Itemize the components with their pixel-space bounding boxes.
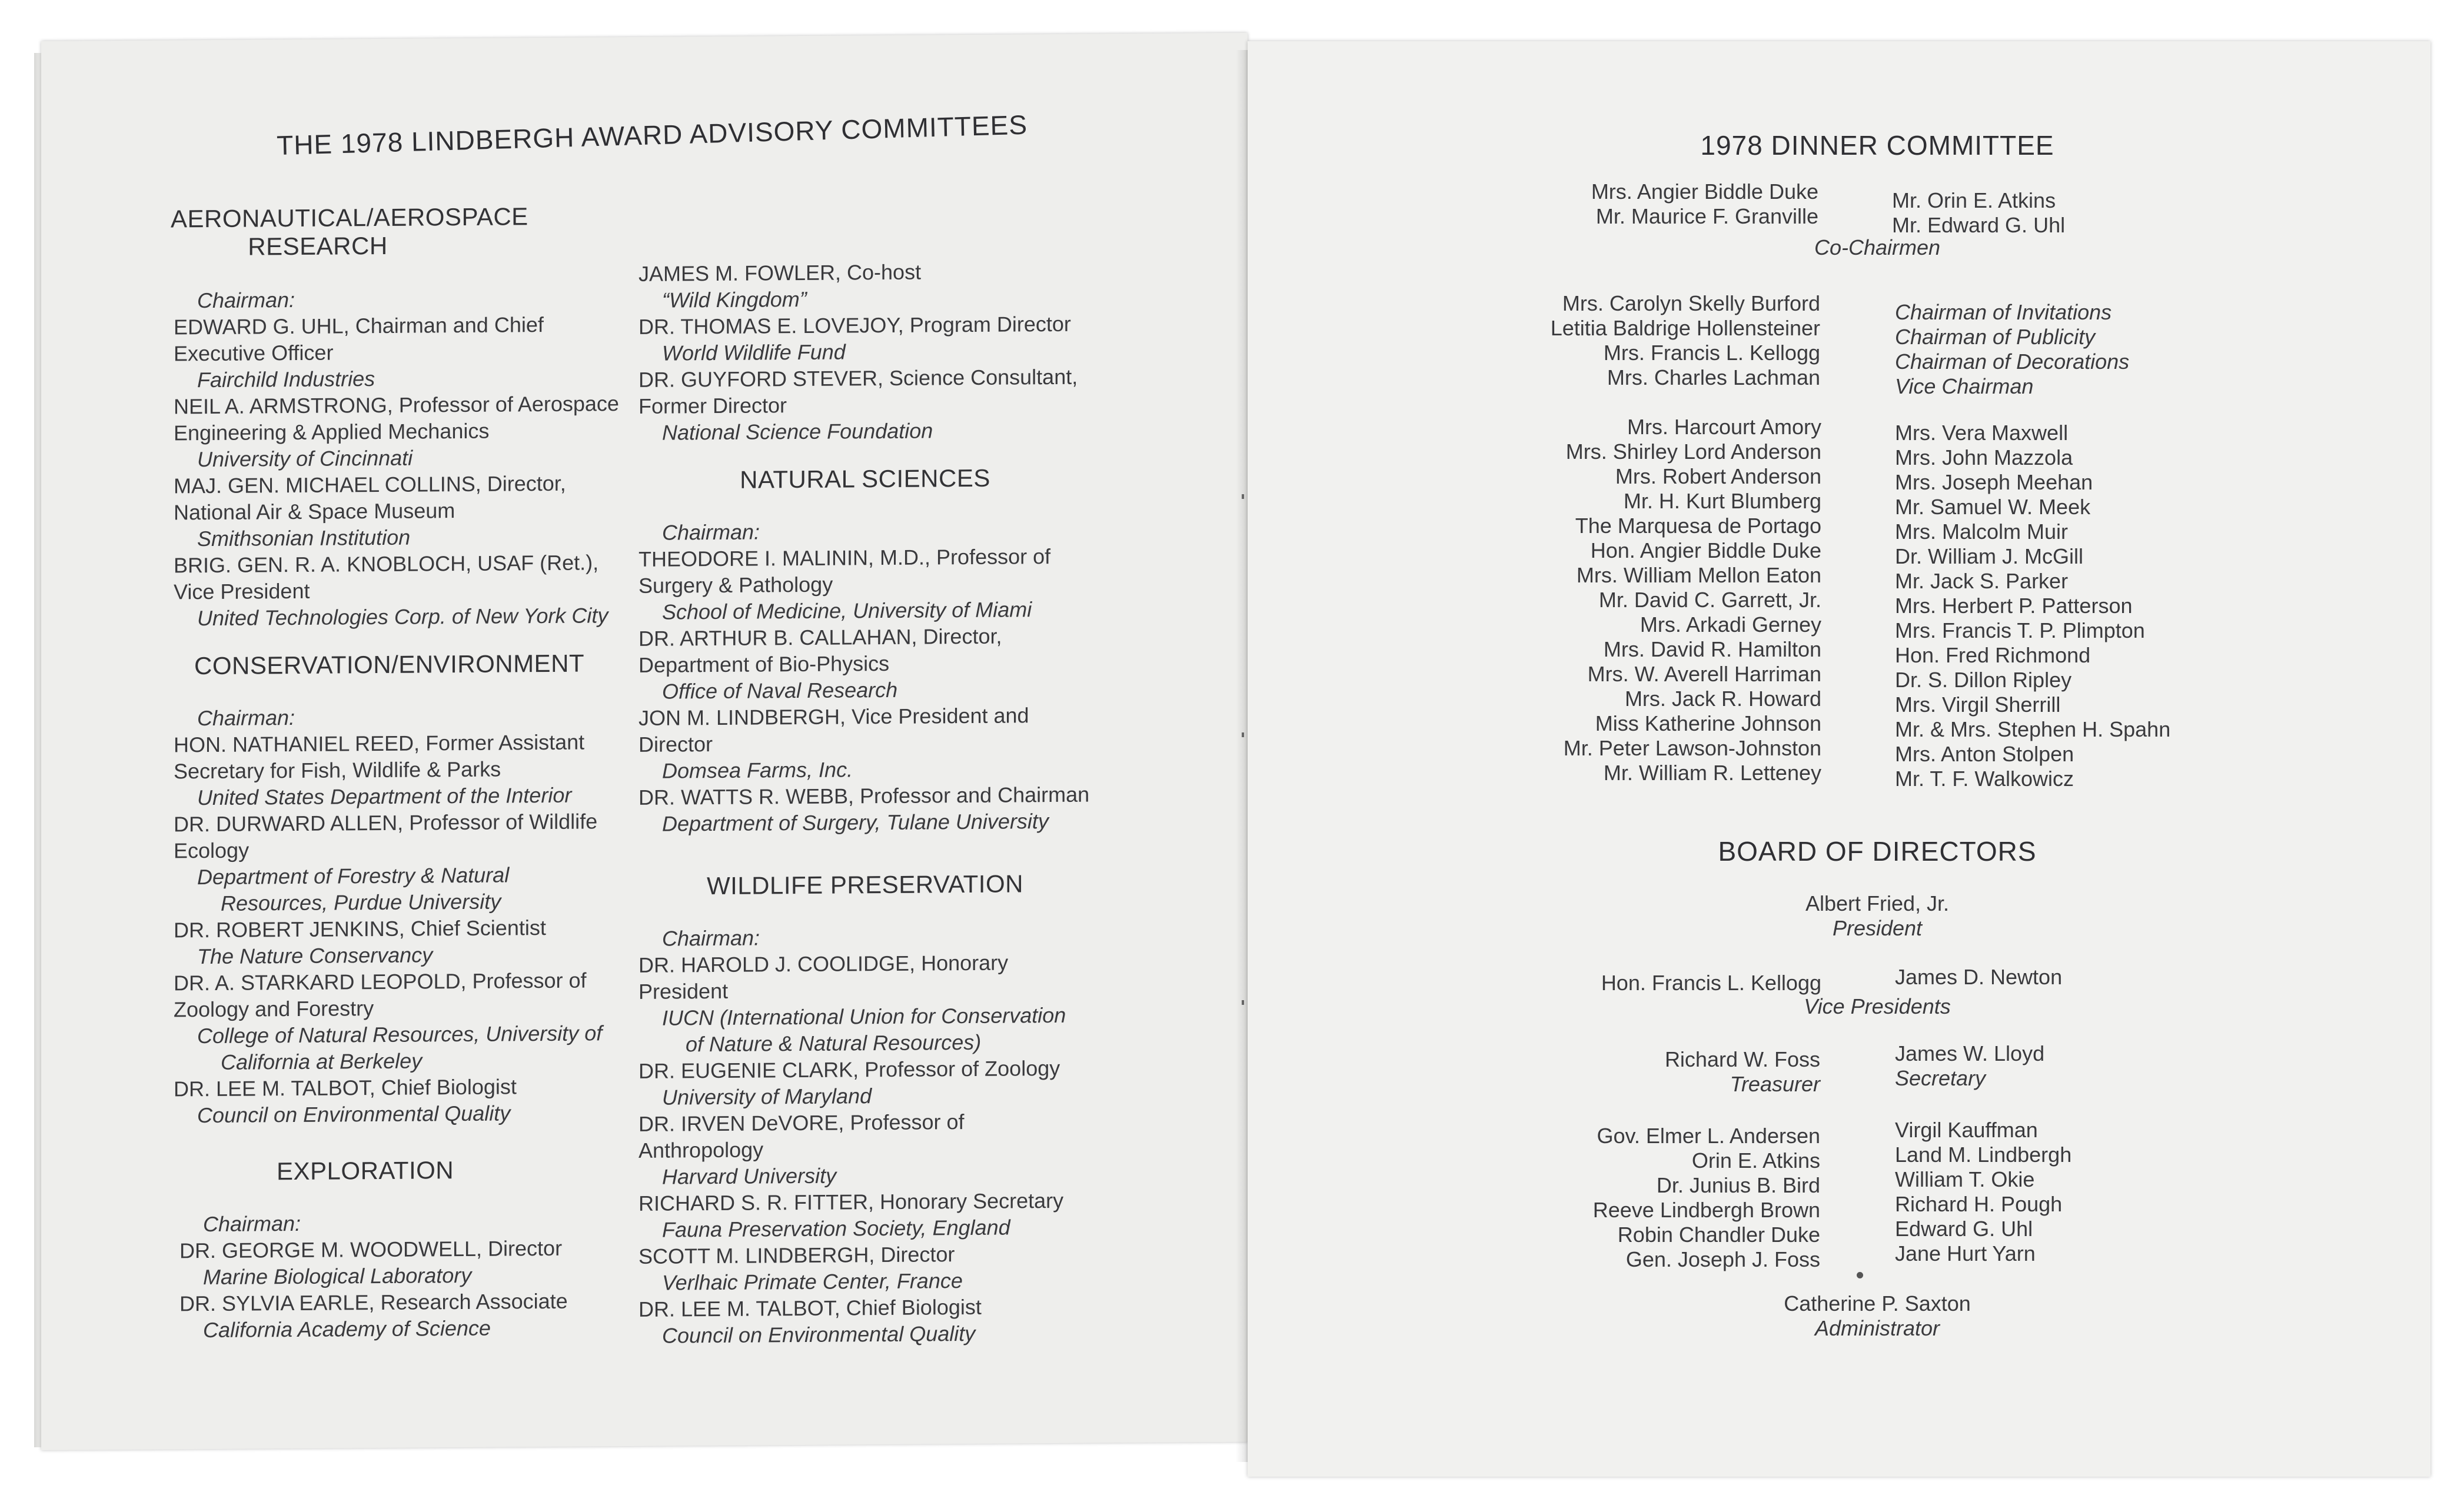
officer-title: Chairman of Publicity [1895,325,2096,349]
member-name: Mr. T. F. Walkowicz [1895,767,2074,791]
dinner-committee-title: 1978 DINNER COMMITTEE [1700,130,2054,161]
member-name: Mr. Samuel W. Meek [1895,495,2091,519]
committee-line: DR. ARTHUR B. CALLAHAN, Director, [639,624,1002,651]
binding-mark [1242,1000,1244,1005]
committee-line: RICHARD S. R. FITTER, Honorary Secretary [639,1188,1064,1215]
vp-left-name: Hon. Francis L. Kellogg [1601,971,1821,995]
committee-line: Marine Biological Laboratory [203,1263,472,1290]
committee-line: Chairman: [662,519,760,545]
cochair-name: Mr. Edward G. Uhl [1892,213,2066,237]
dinner-members-right-list [1895,421,2277,791]
committee-line: of Nature & Natural Resources) [686,1030,982,1057]
dinner-members-left-list [1424,415,1821,785]
committee-line: Executive Officer [174,340,334,366]
member-name: Mr. Jack S. Parker [1895,569,2069,593]
aero-committee-list-continued [639,257,1168,446]
director-name: Land M. Lindbergh [1895,1143,2072,1167]
member-name: Mrs. Anton Stolpen [1895,742,2074,766]
committee-line: University of Maryland [662,1084,872,1110]
committee-line: SCOTT M. LINDBERGH, Director [639,1242,955,1268]
committee-line: California at Berkeley [221,1048,423,1074]
member-name: Hon. Angier Biddle Duke [1590,538,1821,562]
committee-line: Director [639,732,713,757]
president-label: President [1832,916,1923,940]
administrator-block [1689,1291,2066,1341]
member-name: Mr. William R. Letteney [1603,761,1821,785]
director-name: Jane Hurt Yarn [1895,1241,2036,1265]
binding-mark [1242,494,1244,499]
committee-line: President [639,978,729,1004]
committee-line: Office of Naval Research [662,677,898,704]
committee-line: DR. GEORGE M. WOODWELL, Director [179,1235,563,1263]
member-name: Mrs. Harcourt Amory [1627,415,1821,439]
section-heading-conservation: CONSERVATION/ENVIRONMENT [194,649,585,680]
committee-line: Harvard University [662,1163,837,1189]
committee-line: National Science Foundation [662,418,933,445]
committee-line: JON M. LINDBERGH, Vice President and [639,703,1029,730]
member-name: Mrs. Jack R. Howard [1624,687,1821,711]
director-name: Orin E. Atkins [1691,1148,1820,1173]
committee-line: NEIL A. ARMSTRONG, Professor of Aerospace [174,391,619,419]
committee-line: DR. WATTS R. WEBB, Professor and Chairman [639,782,1090,810]
committee-line: Fauna Preservation Society, England [662,1215,1010,1242]
member-name: Mrs. David R. Hamilton [1603,637,1821,661]
member-name: The Marquesa de Portago [1575,514,1821,538]
director-name: Richard H. Pough [1895,1192,2063,1216]
committee-line: THEODORE I. MALININ, M.D., Professor of [639,544,1051,571]
committee-line: United States Department of the Interior [197,782,572,810]
officer-name: Mrs. Charles Lachman [1607,365,1820,389]
committee-line: Resources, Purdue University [221,889,501,915]
committee-line: Verlhaic Primate Center, France [662,1268,963,1295]
committee-line: Domsea Farms, Inc. [662,757,853,783]
cochair-name: Mrs. Angier Biddle Duke [1591,179,1818,204]
binding-mark [1242,732,1244,737]
cochair-name: Mr. Maurice F. Granville [1595,204,1818,228]
committee-line: Council on Environmental Quality [197,1101,511,1128]
member-name: Miss Katherine Johnson [1595,711,1821,735]
officer-title: Chairman of Decorations [1895,349,2130,374]
section-heading-exploration: EXPLORATION [277,1156,454,1185]
member-name: Mrs. Arkadi Gerney [1640,612,1821,637]
cochair-name: Mr. Orin E. Atkins [1892,188,2056,212]
committee-line: BRIG. GEN. R. A. KNOBLOCH, USAF (Ret.), [174,550,599,578]
wildlife-preservation-list [639,922,1168,1349]
vp-right-name: James D. Newton [1895,965,2063,989]
member-name: Mrs. Vera Maxwell [1895,421,2069,445]
committee-line: EDWARD G. UHL, Chairman and Chief [174,312,544,339]
committee-line: MAJ. GEN. MICHAEL COLLINS, Director, [174,471,566,498]
committee-line: Engineering & Applied Mechanics [174,418,490,445]
committee-line: DR. LEE M. TALBOT, Chief Biologist [174,1074,517,1101]
cochairs-left-list [1483,179,1818,229]
cochairs-right-list [1892,188,2245,238]
treasurer-block [1483,1047,1820,1097]
directors-right-list [1895,1118,2248,1266]
officer-name: Letitia Baldrige Hollensteiner [1550,316,1820,340]
committee-line: DR. EUGENIE CLARK, Professor of Zoology [639,1055,1060,1083]
president-block [1689,891,2066,941]
director-name: Reeve Lindbergh Brown [1592,1198,1820,1222]
natural-sciences-list [639,516,1168,837]
committee-line: DR. THOMAS E. LOVEJOY, Program Director [639,311,1071,339]
member-name: Mr. & Mrs. Stephen H. Spahn [1895,717,2171,741]
secretary-label: Secretary [1895,1066,1986,1090]
aero-heading-block [171,202,528,261]
section-heading-wildlife: WILDLIFE PRESERVATION [707,870,1023,900]
right-page [1248,41,2430,1477]
director-name: Virgil Kauffman [1895,1118,2038,1142]
committee-line: Smithsonian Institution [197,525,411,551]
director-name: William T. Okie [1895,1167,2035,1191]
committee-line: Chairman: [662,925,760,951]
bullet-dot [1857,1272,1863,1278]
member-name: Mrs. Francis T. P. Plimpton [1895,618,2145,642]
committee-line: Department of Surgery, Tulane University [662,809,1049,836]
administrator-name: Catherine P. Saxton [1784,1291,1971,1315]
left-page [41,33,1248,1450]
committee-line: Zoology and Forestry [174,996,374,1022]
officer-title: Vice Chairman [1895,374,2034,398]
member-name: Mrs. Herbert P. Patterson [1895,594,2133,618]
committee-line: Ecology [174,838,250,863]
committee-line: The Nature Conservancy [197,942,433,969]
committee-line: DR. LEE M. TALBOT, Chief Biologist [639,1294,982,1321]
committee-line: HON. NATHANIEL REED, Former Assistant [174,730,585,757]
committee-line: School of Medicine, University of Miami [662,597,1032,624]
member-name: Dr. William J. McGill [1895,544,2083,568]
member-name: Mrs. Malcolm Muir [1895,519,2068,544]
committee-line: “Wild Kingdom” [662,287,807,312]
page-title: THE 1978 LINDBERGH AWARD ADVISORY COMMITTEES [276,109,1028,161]
officer-title: Chairman of Invitations [1895,300,2112,324]
secretary-block [1895,1041,2248,1091]
committee-line: United Technologies Corp. of New York City [197,603,608,631]
director-name: Gov. Elmer L. Andersen [1597,1124,1820,1148]
committee-line: National Air & Space Museum [174,498,455,525]
committee-line: Department of Forestry & Natural [197,862,510,890]
section-heading-aero-line1: AERONAUTICAL/AEROSPACE [171,202,528,233]
committee-line: IUCN (International Union for Conservation [662,1003,1066,1030]
administrator-label: Administrator [1814,1316,1940,1340]
member-name: Mrs. Shirley Lord Anderson [1565,439,1821,464]
member-name: Mr. H. Kurt Blumberg [1623,489,1821,513]
member-name: Mrs. William Mellon Eaton [1576,563,1821,587]
committee-line: California Academy of Science [203,1315,491,1343]
member-name: Mrs. John Mazzola [1895,445,2073,469]
aero-committee-list [174,284,656,632]
president-name: Albert Fried, Jr. [1805,891,1950,915]
committee-line: Fairchild Industries [197,367,375,392]
secretary-name: James W. Lloyd [1895,1041,2045,1065]
member-name: Mr. Peter Lawson-Johnston [1563,736,1821,760]
director-name: Gen. Joseph J. Foss [1625,1247,1820,1271]
committee-line: World Wildlife Fund [662,339,846,365]
director-name: Robin Chandler Duke [1617,1223,1820,1247]
board-title: BOARD OF DIRECTORS [1718,836,2037,867]
cochairs-label: Co-Chairmen [1814,235,1941,259]
officers-names-list [1424,291,1820,390]
director-name: Dr. Junius B. Bird [1656,1173,1820,1197]
conservation-committee-list [174,702,656,1129]
section-heading-natural: NATURAL SCIENCES [740,464,990,494]
member-name: Mrs. Virgil Sherrill [1895,692,2061,717]
directors-left-list [1483,1124,1820,1272]
officer-name: Mrs. Francis L. Kellogg [1603,341,1820,365]
committee-line: Former Director [639,393,787,418]
committee-line: DR. GUYFORD STEVER, Science Consultant, [639,364,1078,392]
exploration-committee-list [179,1208,662,1344]
section-heading-aero-line2: RESEARCH [248,231,388,261]
officer-name: Mrs. Carolyn Skelly Burford [1562,291,1820,315]
member-name: Mrs. W. Averell Harriman [1587,662,1821,686]
member-name: Mrs. Joseph Meehan [1895,470,2093,494]
treasurer-label: Treasurer [1730,1072,1820,1096]
director-name: Edward G. Uhl [1895,1217,2033,1241]
committee-line: DR. SYLVIA EARLE, Research Associate [179,1288,568,1316]
officers-titles-list [1895,300,2248,399]
committee-line: University of Cincinnati [197,445,413,472]
committee-line: DR. A. STARKARD LEOPOLD, Professor of [174,968,587,995]
committee-line: DR. HAROLD J. COOLIDGE, Honorary [639,950,1009,977]
treasurer-name: Richard W. Foss [1664,1047,1820,1071]
committee-line: Anthropology [639,1137,764,1163]
committee-line: Council on Environmental Quality [662,1321,976,1348]
committee-line: Chairman: [197,705,295,731]
vp-label: Vice Presidents [1804,994,1951,1018]
committee-line: College of Natural Resources, University of [197,1021,603,1048]
committee-line: Chairman: [197,287,295,313]
committee-line: Surgery & Pathology [639,572,833,598]
committee-line: DR. DURWARD ALLEN, Professor of Wildlife [174,809,598,837]
member-name: Mr. David C. Garrett, Jr. [1598,588,1821,612]
member-name: Hon. Fred Richmond [1895,643,2091,667]
member-name: Dr. S. Dillon Ripley [1895,668,2072,692]
committee-line: Department of Bio-Physics [639,651,890,677]
committee-line: Chairman: [203,1211,301,1237]
committee-line: Vice President [174,578,310,604]
committee-line: DR. IRVEN DeVORE, Professor of [639,1110,965,1136]
committee-line: Secretary for Fish, Wildlife & Parks [174,757,501,784]
member-name: Mrs. Robert Anderson [1615,464,1821,488]
committee-line: JAMES M. FOWLER, Co-host [639,259,922,286]
committee-line: DR. ROBERT JENKINS, Chief Scientist [174,915,546,942]
